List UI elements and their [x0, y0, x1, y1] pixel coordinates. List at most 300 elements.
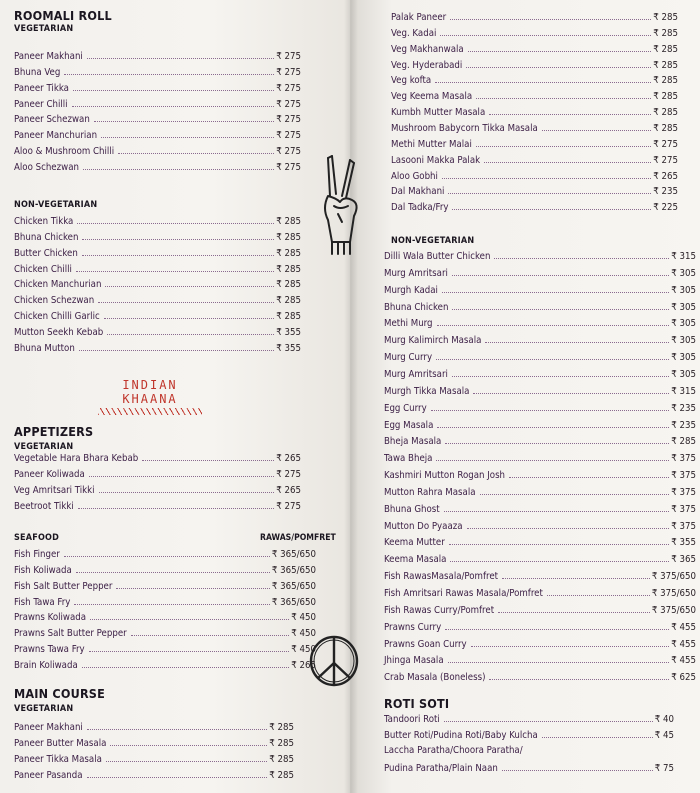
banner-text: INDIAN KHAANA [122, 378, 178, 406]
item-name: Paneer Tikka Masala [14, 753, 102, 765]
item-name: Paneer Koliwada [14, 468, 85, 480]
item-name: Chicken Schezwan [14, 295, 95, 307]
item-price: ₹ 375/650 [651, 604, 696, 616]
menu-item-row [14, 325, 301, 338]
dot-leader [489, 114, 651, 115]
item-name: Bhuna Ghost [384, 503, 440, 515]
item-name: Kumbh Mutter Masala [391, 107, 486, 119]
item-name: Paneer Manchurian [14, 130, 98, 142]
item-price: ₹ 275 [276, 98, 301, 110]
item-name: Murg Curry [384, 352, 433, 364]
item-price: ₹ 375 [671, 520, 696, 532]
item-price: ₹ 275 [276, 500, 301, 512]
item-price: ₹ 285 [653, 43, 678, 55]
item-price: ₹ 275 [276, 146, 301, 158]
menu-item-row [384, 468, 696, 481]
item-price: ₹ 285 [671, 436, 696, 448]
roomali-nonveg-label: NON-VEGETARIAN [14, 200, 98, 210]
item-price: ₹ 275 [276, 130, 301, 142]
paratha-naan-price: ₹ 75 [654, 763, 674, 774]
item-name: Kashmiri Mutton Rogan Josh [384, 470, 506, 482]
item-price: ₹ 355 [671, 537, 696, 549]
dot-leader [468, 51, 652, 52]
dot-leader [476, 146, 651, 147]
item-price: ₹ 305 [671, 352, 696, 364]
dot-leader [444, 721, 653, 722]
dot-leader [542, 737, 653, 738]
item-name: Egg Masala [384, 419, 434, 431]
item-name: Methi Murg [384, 318, 433, 330]
item-price: ₹ 275 [653, 154, 678, 166]
dot-leader [442, 178, 651, 179]
item-name: Paneer Tikka [14, 82, 69, 94]
menu-item-row [14, 293, 301, 306]
menu-item-row [384, 603, 696, 616]
item-name: Bhuna Chicken [14, 231, 79, 243]
menu-item-row [14, 610, 316, 623]
item-name: Fish Rawas Curry/Pomfret [384, 604, 495, 616]
menu-item-row [391, 58, 678, 71]
item-name: Veg Keema Masala [391, 91, 473, 103]
banner-zigzag [98, 408, 202, 415]
dot-leader [502, 578, 650, 579]
dot-leader [450, 561, 669, 562]
item-name: Chicken Tikka [14, 216, 74, 227]
item-name: Chicken Manchurian [14, 279, 102, 291]
item-price: ₹ 275 [276, 468, 301, 480]
dot-leader [452, 376, 669, 377]
menu-item-row [384, 367, 696, 380]
item-price: ₹ 265 [291, 659, 316, 671]
item-name: Crab Masala (Boneless) [384, 672, 486, 684]
item-name: Murgh Kadai [384, 284, 438, 296]
menu-item-row [384, 535, 696, 548]
menu-item-row [384, 485, 696, 498]
item-price: ₹ 285 [653, 12, 678, 23]
menu-item-row [384, 569, 696, 582]
menu-item-row [391, 169, 678, 182]
dot-leader [445, 443, 669, 444]
item-name: Murgh Tikka Masala [384, 385, 470, 397]
dot-leader [99, 492, 275, 493]
dot-leader [436, 359, 669, 360]
item-name: Fish Finger [14, 549, 60, 560]
item-price: ₹ 285 [653, 91, 678, 103]
menu-item-row [14, 49, 301, 62]
dot-leader [87, 729, 267, 730]
item-price: ₹ 285 [653, 107, 678, 119]
item-name: Paneer Makhani [14, 722, 83, 733]
item-name: Dilli Wala Butter Chicken [384, 251, 491, 262]
item-name: Veg. Hyderabadi [391, 59, 463, 71]
item-price: ₹ 285 [276, 295, 301, 307]
dot-leader [509, 477, 669, 478]
menu-item-row [14, 595, 316, 608]
item-name: Murg Amritsari [384, 368, 448, 380]
dot-leader [94, 121, 274, 122]
roomali-veg-label: VEGETARIAN [14, 24, 74, 34]
menu-item-row [14, 230, 301, 243]
menu-item-row [14, 499, 301, 512]
item-price: ₹ 285 [276, 279, 301, 291]
dot-leader [485, 342, 669, 343]
menu-item-row [384, 316, 696, 329]
dot-leader [72, 106, 275, 107]
dot-leader [431, 410, 670, 411]
dot-leader [444, 511, 670, 512]
menu-item-row [384, 451, 696, 464]
item-name: Fish Koliwada [14, 564, 72, 576]
item-price: ₹ 315 [671, 251, 696, 262]
appetizers-veg-label: VEGETARIAN [14, 442, 74, 452]
paratha-naan-row [384, 761, 674, 774]
menu-item-row [14, 642, 316, 655]
item-name: Egg Curry [384, 402, 427, 414]
item-price: ₹ 225 [653, 202, 678, 214]
dot-leader [82, 239, 274, 240]
dot-leader [106, 761, 267, 762]
dot-leader [466, 67, 651, 68]
menu-item-row [391, 184, 678, 197]
menu-item-row [384, 502, 696, 515]
item-name: Prawns Goan Curry [384, 638, 467, 650]
item-name: Keema Masala [384, 554, 447, 566]
item-name: Veg. Kadai [391, 27, 437, 39]
menu-item-row [391, 105, 678, 118]
item-price: ₹ 235 [653, 186, 678, 198]
menu-item-row [14, 720, 294, 733]
item-price: ₹ 235 [671, 419, 696, 431]
menu-item-row [14, 277, 301, 290]
dot-leader [118, 153, 274, 154]
item-price: ₹ 265 [653, 170, 678, 182]
menu-item-row [14, 97, 301, 110]
dot-leader [110, 745, 267, 746]
item-price: ₹ 265 [276, 453, 301, 464]
item-price: ₹ 275 [276, 82, 301, 94]
dot-leader [502, 770, 653, 771]
item-price: ₹ 285 [653, 59, 678, 71]
menu-item-row [384, 333, 696, 346]
item-price: ₹ 275 [276, 114, 301, 126]
roomali-roll-title: ROOMALI ROLL [14, 8, 112, 23]
dot-leader [74, 604, 270, 605]
menu-item-row [391, 73, 678, 86]
item-price: ₹ 275 [653, 138, 678, 150]
item-name: Chicken Chilli Garlic [14, 311, 100, 323]
dot-leader [440, 35, 651, 36]
item-name: Paneer Makhani [14, 51, 83, 62]
item-price: ₹ 305 [671, 318, 696, 330]
item-name: Murg Kalimirch Masala [384, 335, 482, 347]
item-name: Fish Salt Butter Pepper [14, 580, 113, 592]
dot-leader [473, 393, 669, 394]
dot-leader [498, 612, 650, 613]
item-price: ₹ 375 [671, 503, 696, 515]
menu-item-row [384, 728, 674, 741]
item-price: ₹ 285 [269, 722, 294, 733]
menu-item-row [391, 121, 678, 134]
item-name: Mutton Do Pyaaza [384, 520, 463, 532]
item-price: ₹ 285 [276, 247, 301, 259]
dot-leader [79, 350, 274, 351]
item-price: ₹ 375 [671, 470, 696, 482]
dot-leader [450, 19, 651, 20]
item-name: Fish RawasMasala/Pomfret [384, 571, 499, 583]
menu-item-row [384, 350, 696, 363]
item-price: ₹ 315 [671, 385, 696, 397]
menu-item-row [14, 309, 301, 322]
item-name: Fish Tawa Fry [14, 596, 71, 608]
dot-leader [82, 667, 290, 668]
item-price: ₹ 275 [276, 51, 301, 62]
item-name: Mutton Rahra Masala [384, 486, 476, 498]
item-price: ₹ 375 [671, 486, 696, 498]
dot-leader [542, 130, 652, 131]
item-price: ₹ 285 [653, 27, 678, 39]
item-price: ₹ 355 [276, 342, 301, 354]
menu-item-row [14, 467, 301, 480]
menu-item-row [384, 300, 696, 313]
dot-leader [87, 58, 274, 59]
dot-leader [76, 572, 270, 573]
menu-item-row [14, 214, 301, 227]
item-name: Aloo Gobhi [391, 170, 438, 182]
dot-leader [452, 209, 651, 210]
menu-item-row [14, 65, 301, 78]
dot-leader [494, 258, 669, 259]
item-name: Lasooni Makka Palak [391, 154, 481, 166]
item-price: ₹ 285 [653, 75, 678, 87]
dot-leader [448, 193, 651, 194]
item-name: Murg Amritsari [384, 267, 448, 279]
menu-item-row [14, 451, 301, 464]
item-name: Tandoori Roti [384, 714, 440, 725]
item-price: ₹ 40 [654, 714, 674, 725]
menu-item-row [384, 670, 696, 683]
dot-leader [98, 302, 274, 303]
item-price: ₹ 365/650 [271, 549, 316, 560]
dot-leader [480, 494, 670, 495]
item-price: ₹ 45 [654, 729, 674, 741]
dot-leader [448, 662, 670, 663]
item-price: ₹ 275 [276, 66, 301, 78]
item-name: Fish Amritsari Rawas Masala/Pomfret [384, 588, 543, 599]
item-price: ₹ 285 [269, 737, 294, 749]
dot-leader [489, 679, 669, 680]
item-price: ₹ 375/650 [651, 571, 696, 583]
item-price: ₹ 365 [671, 554, 696, 566]
item-price: ₹ 305 [671, 368, 696, 380]
rawas-pomfret-header: RAWAS/POMFRET [260, 533, 336, 543]
dot-leader [116, 588, 269, 589]
menu-item-row [391, 153, 678, 166]
menu-item-row [384, 712, 674, 725]
item-name: Dal Makhani [391, 186, 445, 198]
item-name: Mutton Seekh Kebab [14, 326, 104, 338]
menu-item-row [384, 249, 696, 262]
menu-item-row [384, 418, 696, 431]
dot-leader [83, 169, 274, 170]
menu-item-row [14, 579, 316, 592]
item-price: ₹ 375/650 [651, 588, 696, 599]
item-price: ₹ 365/650 [271, 580, 316, 592]
item-price: ₹ 275 [276, 161, 301, 173]
dot-leader [449, 544, 670, 545]
dot-leader [445, 629, 669, 630]
item-price: ₹ 455 [671, 638, 696, 650]
item-price: ₹ 625 [671, 672, 696, 684]
item-price: ₹ 365/650 [271, 564, 316, 576]
menu-item-row [391, 200, 678, 213]
seafood-label: SEAFOOD [14, 533, 60, 543]
item-price: ₹ 285 [276, 231, 301, 243]
menu-item-row [391, 26, 678, 39]
menu-item-row [14, 658, 316, 671]
appetizers-title: APPETIZERS [14, 424, 94, 439]
menu-item-row [14, 341, 301, 354]
menu-item-row [14, 128, 301, 141]
item-price: ₹ 285 [269, 769, 294, 781]
dot-leader [78, 508, 275, 509]
dot-leader [89, 476, 274, 477]
item-name: Bheja Masala [384, 436, 442, 448]
menu-item-row [384, 586, 696, 599]
menu-item-row [14, 752, 294, 765]
dot-leader [87, 777, 268, 778]
item-price: ₹ 375 [671, 453, 696, 465]
item-name: Prawns Koliwada [14, 612, 87, 624]
dot-leader [452, 275, 669, 276]
menu-item-row [14, 563, 316, 576]
menu-item-row [14, 768, 294, 781]
item-name: Bhuna Veg [14, 66, 61, 78]
menu-item-row [384, 384, 696, 397]
item-price: ₹ 355 [276, 326, 301, 338]
menu-item-row [14, 81, 301, 94]
dot-leader [476, 98, 651, 99]
menu-item-row [14, 112, 301, 125]
menu-item-row [384, 519, 696, 532]
item-name: Methi Mutter Malai [391, 138, 472, 150]
right-nonveg-label: NON-VEGETARIAN [391, 236, 475, 246]
item-name: Paneer Butter Masala [14, 737, 107, 749]
item-price: ₹ 305 [671, 267, 696, 279]
item-price: ₹ 285 [653, 122, 678, 134]
item-name: Brain Koliwada [14, 659, 78, 671]
item-price: ₹ 305 [671, 301, 696, 313]
paratha-line-2: Pudina Paratha/Plain Naan [384, 763, 498, 774]
menu-item-row [384, 434, 696, 447]
item-price: ₹ 450 [291, 612, 316, 624]
menu-item-row [384, 637, 696, 650]
item-name: Vegetable Hara Bhara Kebab [14, 453, 139, 464]
item-name: Bhuna Chicken [384, 301, 449, 313]
dot-leader [101, 137, 274, 138]
dot-leader [547, 595, 650, 596]
dot-leader [131, 635, 290, 636]
item-name: Butter Chicken [14, 247, 78, 259]
item-price: ₹ 285 [276, 216, 301, 227]
menu-item-row [384, 401, 696, 414]
dot-leader [64, 556, 270, 557]
item-name: Paneer Pasanda [14, 769, 83, 781]
menu-item-row [14, 144, 301, 157]
item-price: ₹ 305 [671, 335, 696, 347]
roti-soti-title: ROTI SOTI [384, 696, 450, 711]
dot-leader [76, 271, 274, 272]
dot-leader [437, 427, 669, 428]
item-price: ₹ 455 [671, 621, 696, 633]
item-name: Paneer Chilli [14, 98, 68, 110]
item-price: ₹ 365/650 [271, 596, 316, 608]
item-name: Paneer Schezwan [14, 114, 90, 126]
dot-leader [89, 651, 290, 652]
menu-item-row [391, 42, 678, 55]
dot-leader [435, 82, 651, 83]
paratha-line-1: Laccha Paratha/Choora Paratha/ [384, 745, 523, 756]
main-course-title: MAIN COURSE [14, 686, 105, 701]
menu-item-row [14, 160, 301, 173]
dot-leader [484, 162, 651, 163]
item-name: Keema Mutter [384, 537, 445, 549]
item-name: Veg Makhanwala [391, 43, 464, 55]
peace-symbol-icon [307, 633, 361, 689]
dot-leader [82, 255, 274, 256]
dot-leader [436, 460, 669, 461]
menu-item-row [14, 483, 301, 496]
item-name: Beetroot Tikki [14, 500, 74, 512]
item-price: ₹ 450 [291, 644, 316, 656]
dot-leader [471, 646, 670, 647]
item-name: Aloo & Mushroom Chilli [14, 146, 115, 158]
dot-leader [437, 325, 670, 326]
dot-leader [64, 74, 274, 75]
main-course-veg-label: VEGETARIAN [14, 704, 74, 714]
dot-leader [90, 619, 289, 620]
dot-leader [104, 318, 275, 319]
item-price: ₹ 450 [291, 628, 316, 640]
dot-leader [142, 460, 274, 461]
menu-item-row [391, 137, 678, 150]
item-name: Prawns Salt Butter Pepper [14, 628, 127, 640]
menu-item-row [384, 653, 696, 666]
menu-item-row [391, 10, 678, 23]
item-name: Jhinga Masala [384, 655, 444, 667]
item-name: Tawa Bheja [384, 453, 433, 465]
dot-leader [73, 90, 274, 91]
item-name: Mushroom Babycorn Tikka Masala [391, 122, 538, 134]
item-price: ₹ 235 [671, 402, 696, 414]
item-name: Chicken Chilli [14, 263, 72, 275]
item-price: ₹ 455 [671, 655, 696, 667]
item-price: ₹ 285 [269, 753, 294, 765]
menu-item-row [14, 547, 316, 560]
peace-hand-icon [318, 150, 364, 260]
item-price: ₹ 285 [276, 311, 301, 323]
menu-item-row [14, 262, 301, 275]
dot-leader [442, 292, 669, 293]
menu-item-row [384, 283, 696, 296]
item-name: Palak Paneer [391, 12, 447, 23]
item-price: ₹ 265 [276, 484, 301, 496]
item-name: Prawns Tawa Fry [14, 644, 85, 656]
dot-leader [105, 286, 274, 287]
dot-leader [107, 334, 274, 335]
item-name: Bhuna Mutton [14, 342, 75, 354]
item-name: Dal Tadka/Fry [391, 202, 449, 214]
item-price: ₹ 305 [671, 284, 696, 296]
